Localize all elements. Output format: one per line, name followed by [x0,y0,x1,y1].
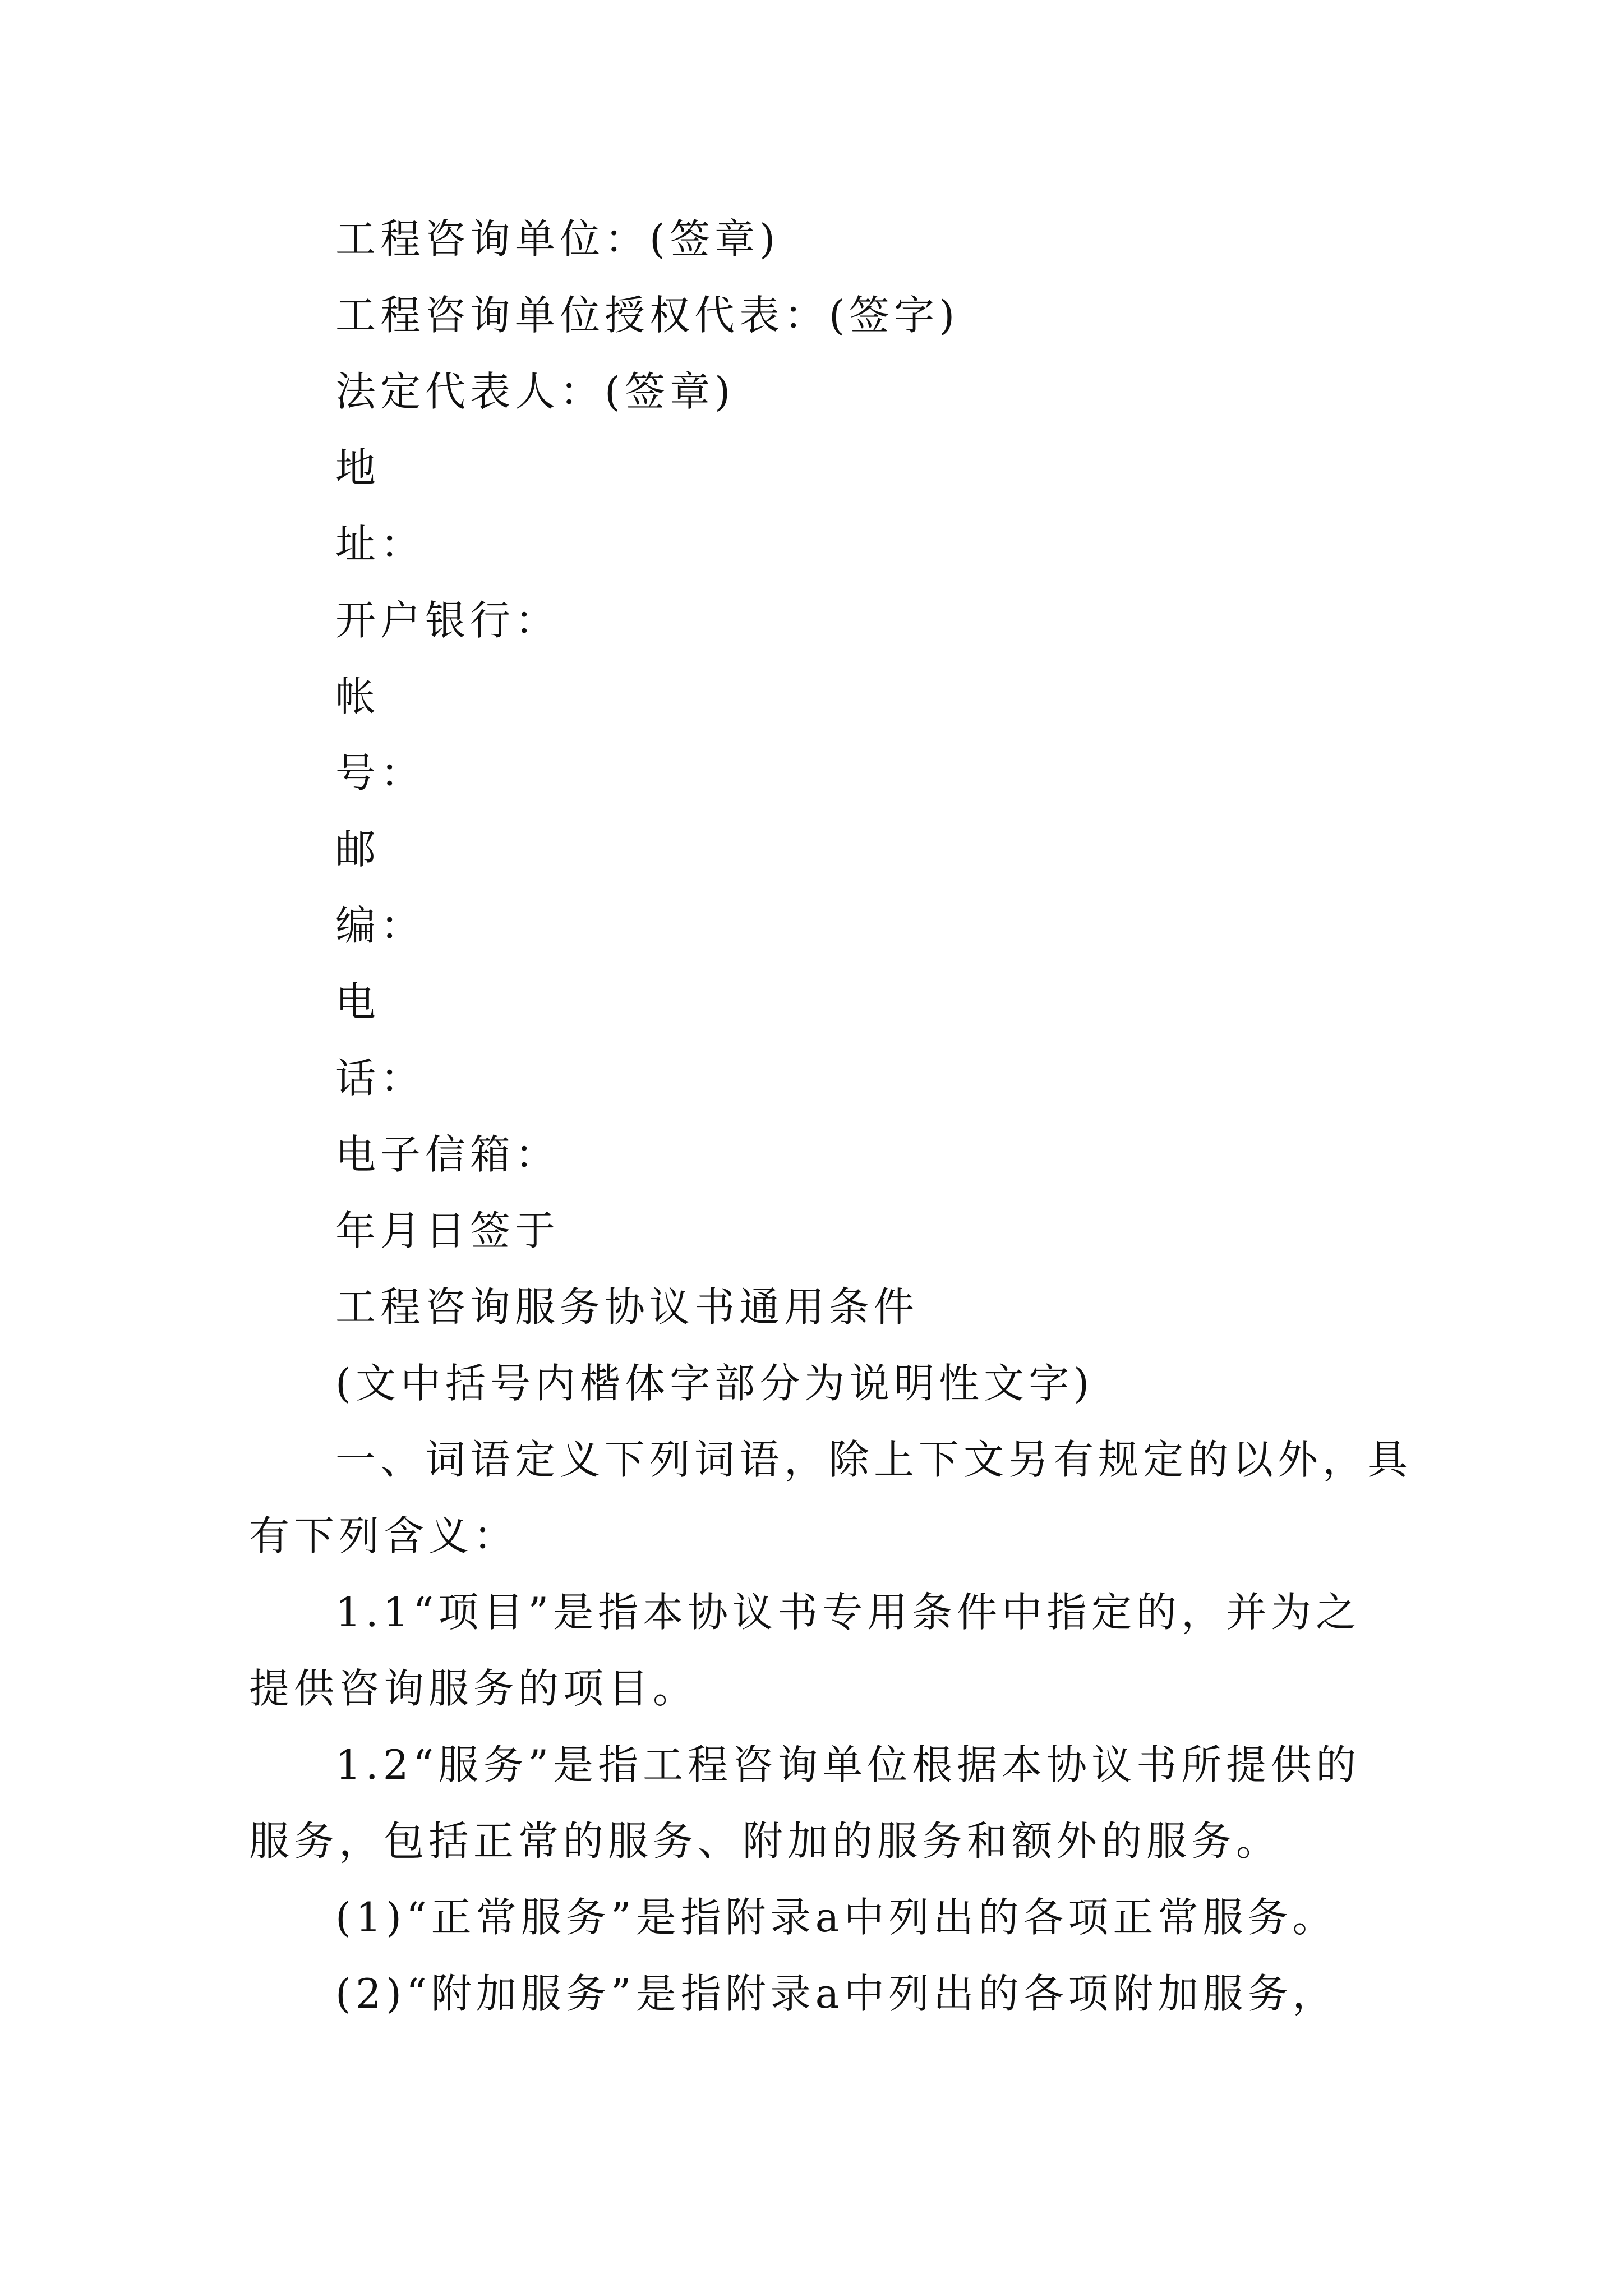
account-label-part1: 帐 [335,673,381,720]
section1-definitions-line1: 一、词语定义下列词语，除上下文另有规定的以外，具 [335,1436,1413,1483]
clause-1-1-line1: 1.1“项目”是指本协议书专用条件中指定的，并为之 [335,1589,1361,1636]
clause-1-2-1-normal-services: (1)“正常服务”是指附录a中列出的各项正常服务。 [335,1894,1338,1941]
clause-1-2-line1: 1.2“服务”是指工程咨询单位根据本协议书所提供的 [335,1741,1361,1788]
authorized-representative-line: 工程咨询单位授权代表：(签字) [335,292,960,339]
clause-1-1-line2: 提供咨询服务的项目。 [249,1665,698,1712]
address-label-part2: 址： [335,521,426,568]
clause-1-2-2-additional-services: (2)“附加服务”是指附录a中列出的各项附加服务， [335,1970,1338,2017]
phone-label-part1: 电 [335,978,381,1025]
consultant-unit-signature-line: 工程咨询单位：(签章) [335,215,780,263]
legal-representative-line: 法定代表人：(签章) [335,368,735,415]
address-label-part1: 地 [335,444,381,491]
section1-definitions-line2: 有下列含义： [249,1512,519,1559]
email-label: 电子信箱： [335,1131,560,1178]
bank-label: 开户银行： [335,597,560,644]
postcode-label-part1: 邮 [335,826,381,873]
general-terms-title: 工程咨询服务协议书通用条件 [335,1283,919,1331]
phone-label-part2: 话： [335,1055,426,1102]
account-label-part2: 号： [335,749,426,797]
signing-date-line: 年月日签于 [335,1207,560,1254]
explanatory-note: (文中括号内楷体字部分为说明性文字) [335,1360,1094,1407]
postcode-label-part2: 编： [335,902,426,949]
clause-1-2-line2: 服务，包括正常的服务、附加的服务和额外的服务。 [249,1818,1281,1865]
